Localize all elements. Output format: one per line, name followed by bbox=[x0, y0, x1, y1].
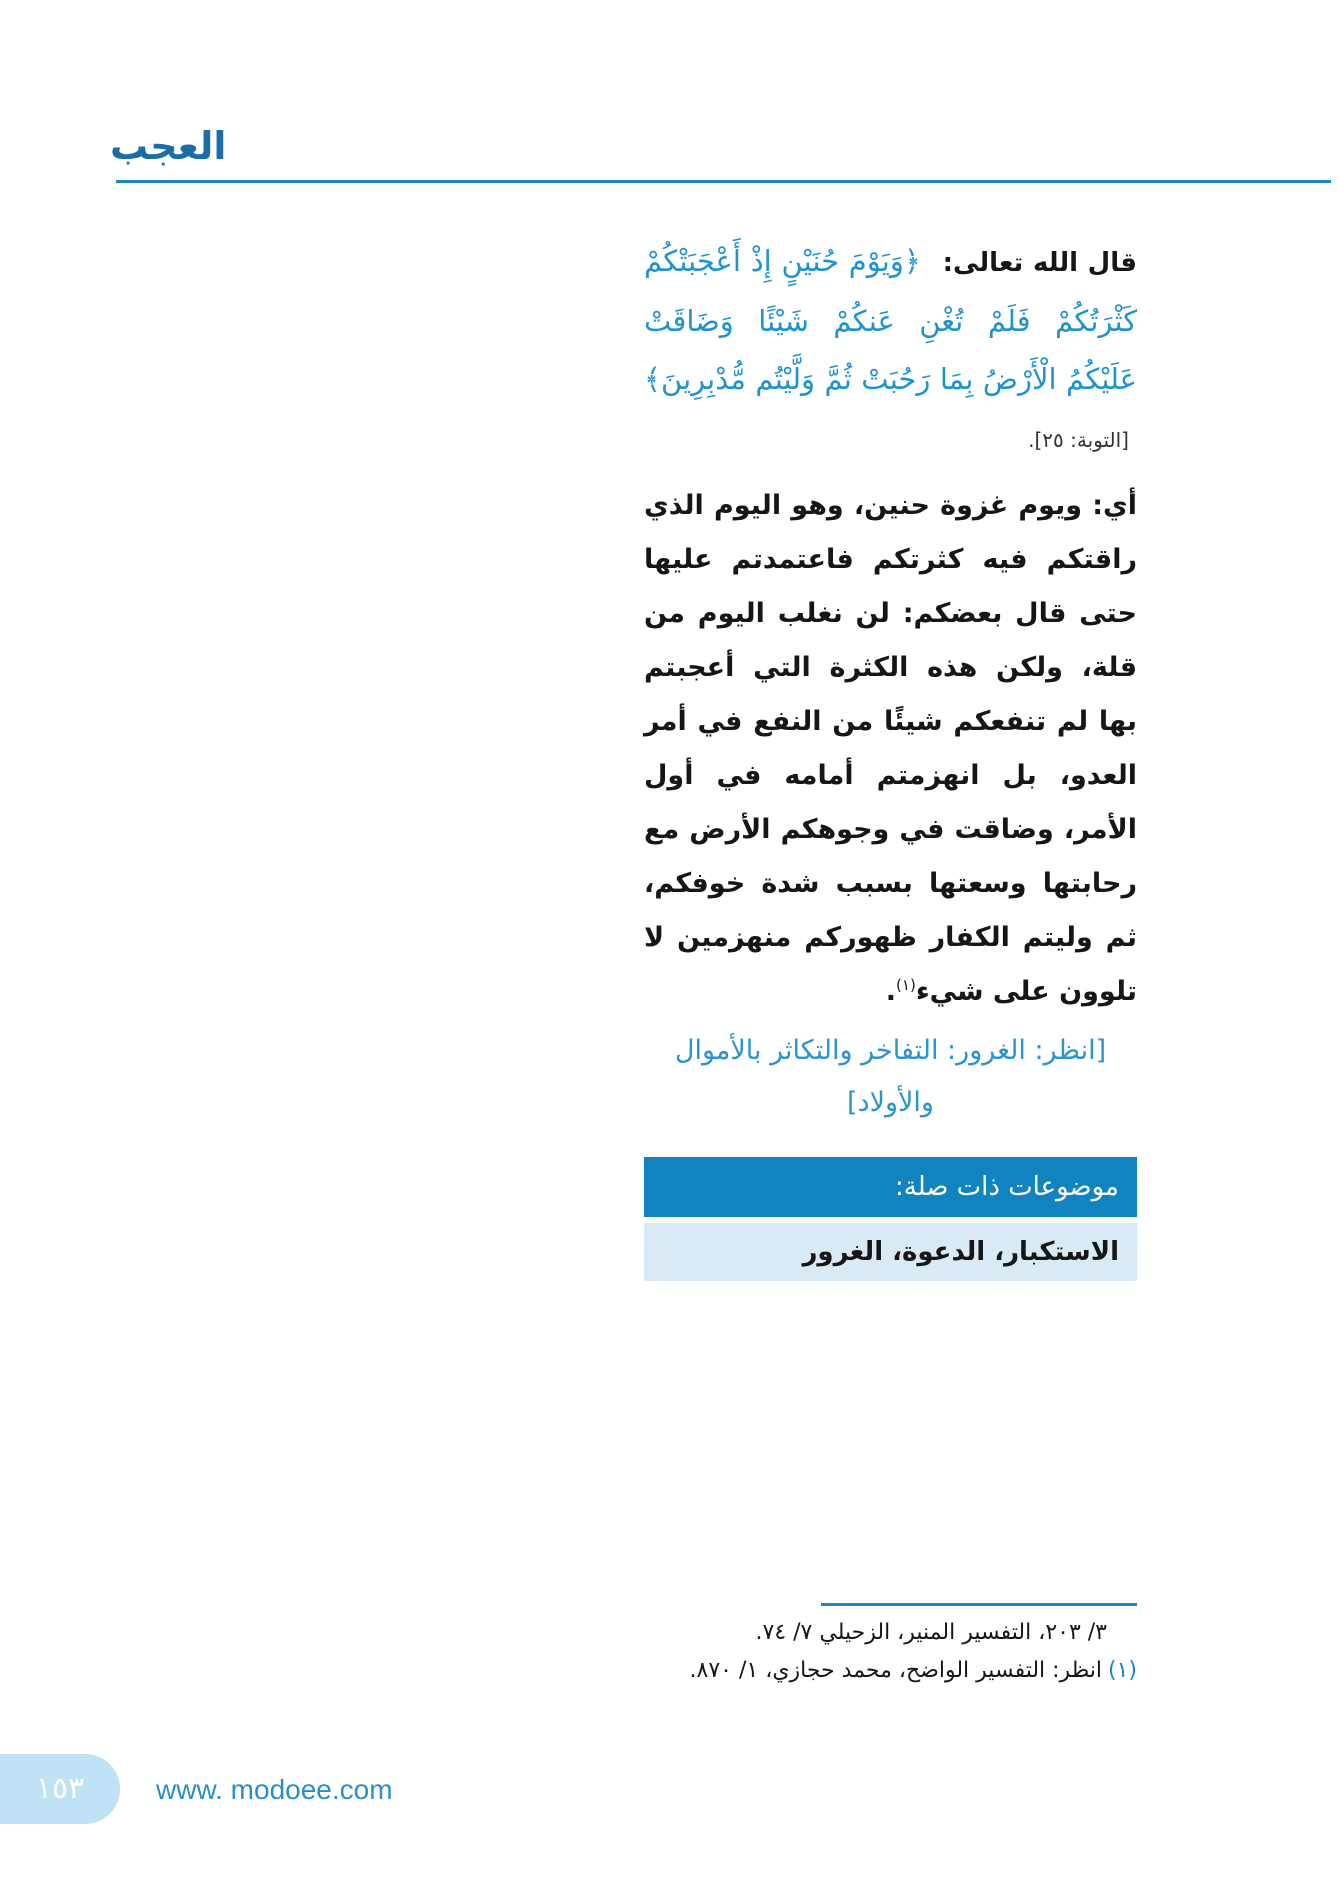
footnote-ref[interactable]: (١) bbox=[896, 976, 916, 994]
page-number: ١٥٣ bbox=[35, 1771, 85, 1806]
footnote-text: انظر: التفسير الواضح، محمد حجازي، ١/ ٨٧٠. bbox=[689, 1658, 1102, 1683]
section-title: العجب bbox=[110, 124, 227, 168]
related-topics-header: موضوعات ذات صلة: bbox=[644, 1157, 1137, 1217]
explanation-text: أي: ويوم غزوة حنين، وهو اليوم الذي راقتكم فيه كثرتكم فاعتمدتم عليها حتى قال بعضكم: لن نغلب اليوم من قلة، ولكن هذه الكثرة التي أعجبتم بها لم تنفعكم شيئًا من النفع في أمر العدو، بل انهزمتم أمامه في أول الأمر، وضاقت في وجوهكم الأرض مع رحابتها وسعتها بسبب شدة خوفكم، ثم وليتم الكفار ظهوركم منهزمين لا تلوون على شيء bbox=[644, 490, 1137, 1007]
verse-intro: قال الله تعالى: bbox=[942, 248, 1137, 278]
quran-verse: ﴿وَيَوْمَ حُنَيْنٍ إِذْ أَعْجَبَتْكُمْ كَثْرَتُكُمْ فَلَمْ تُغْنِ عَنكُمْ شَيْئًا وَضَاقَتْ عَلَيْكُمُ الْأَرْضُ بِمَا رَحُبَتْ ثُمَّ وَلَّيْتُم مُّدْبِرِينَ﴾ bbox=[644, 244, 1137, 396]
related-topics-list[interactable]: الاستكبار، الدعوة، الغرور bbox=[644, 1223, 1137, 1281]
website-link[interactable]: www. modoee.com bbox=[156, 1774, 393, 1805]
footnotes bbox=[644, 1614, 1137, 1690]
related-topics-box bbox=[644, 1157, 1137, 1281]
quran-verse-paragraph bbox=[644, 232, 1137, 469]
verse-citation: [التوبة: ٢٥]. bbox=[1028, 428, 1129, 452]
main-column bbox=[644, 232, 1137, 1281]
cross-reference-link[interactable]: [انظر: الغرور: التفاخر والتكاثر بالأموال والأولاد] bbox=[674, 1035, 1107, 1118]
footnote-separator bbox=[821, 1603, 1137, 1606]
page-number-tab bbox=[0, 1754, 120, 1824]
explanation-end: . bbox=[885, 976, 897, 1007]
header-rule bbox=[116, 180, 1331, 183]
article-content bbox=[644, 232, 1137, 1157]
explanation-paragraph bbox=[644, 479, 1137, 1019]
footnote-continuation: ٣/ ٢٠٣، التفسير المنير، الزحيلي ٧/ ٧٤. bbox=[755, 1620, 1107, 1645]
footnote-marker: (١) bbox=[1107, 1658, 1137, 1683]
footnote-item bbox=[644, 1652, 1137, 1690]
